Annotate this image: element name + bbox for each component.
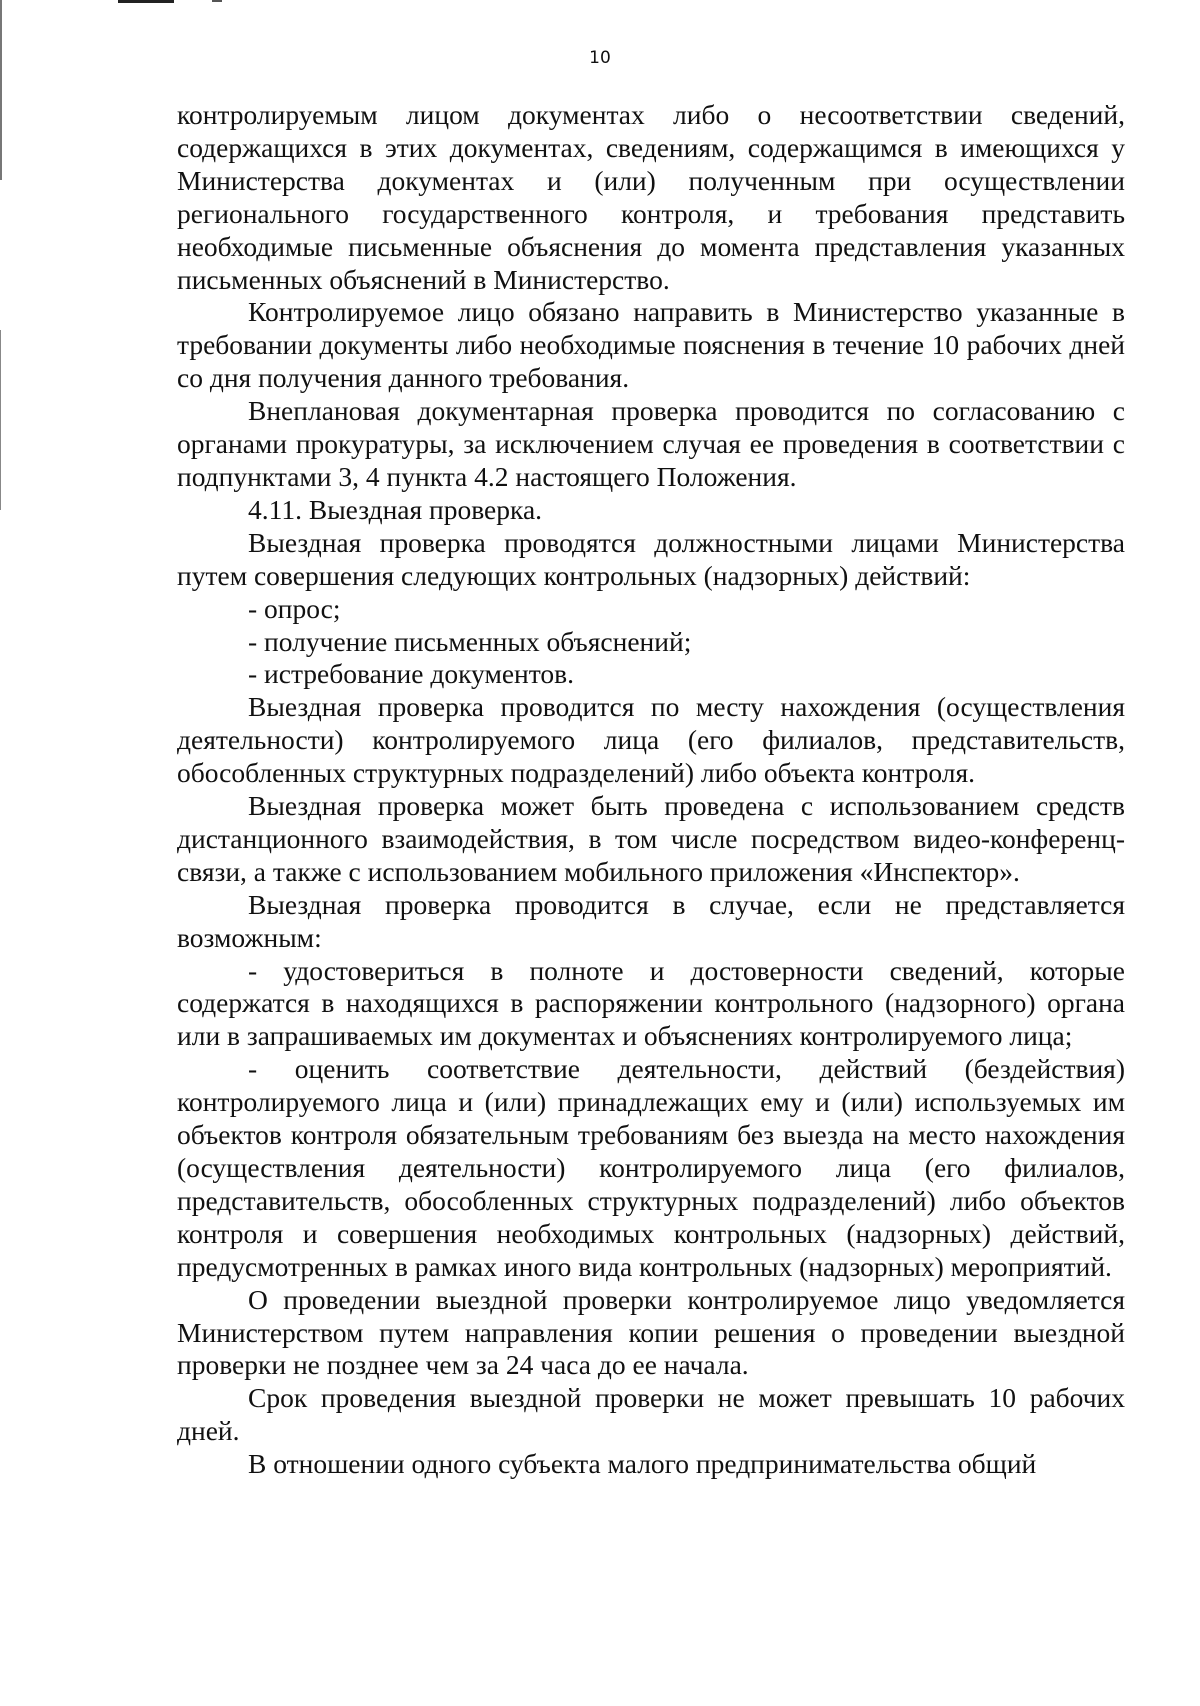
paragraph: Выездная проверка проводятся должностными лицами Министерства путем совершения следующих контрольных (надзорных) действий:	[177, 526, 1125, 591]
scan-edge-line	[0, 0, 2, 180]
list-item: - удостовериться в полноте и достоверности сведений, которые содержатся в находящихся в распоряжении контрольного (надзорного) органа или в запрашиваемых им документах и объяснениях контролируемого лица;	[177, 954, 1125, 1052]
list-item: - оценить соответствие деятельности, действий (бездействия) контролируемого лица и (или) принадлежащих ему и (или) используемых им объектов контроля обязательным требованиям без выезда на место нахождения (осуществления деятельности) контролируемого лица (его филиалов, представительств, обособленных структурных подразделений) либо объектов контроля и совершения необходимых контрольных (надзорных) действий, предусмотренных в рамках иного вида контрольных (надзорных) мероприятий.	[177, 1053, 1125, 1282]
scan-edge-line	[0, 330, 1, 510]
paragraph: В отношении одного субъекта малого предпринимательства общий	[248, 1448, 1037, 1480]
list-item: - опрос;	[248, 592, 341, 624]
page-number: 10	[589, 48, 611, 68]
paragraph-continuation: контролируемым лицом документах либо о несоответствии сведений, содержащихся в этих документах, сведениям, содержащимся в имеющихся у Министерства документах и (или) полученным при осуществлении регионального государственного контроля, и требования представить необходимые письменные объяснения до момента представления указанных письменных объяснений в Министерство.	[177, 99, 1125, 295]
paragraph: Внеплановая документарная проверка проводится по согласованию с органами прокуратуры, за исключением случая ее проведения в соответствии с подпунктами 3, 4 пункта 4.2 настоящего Положения.	[177, 395, 1125, 492]
section-heading: 4.11. Выездная проверка.	[248, 493, 543, 525]
paragraph: Выездная проверка проводится по месту нахождения (осуществления деятельности) контролируемого лица (его филиалов, представительств, обособленных структурных подразделений) либо объекта контроля.	[177, 691, 1125, 789]
paragraph: Срок проведения выездной проверки не может превышать 10 рабочих дней.	[177, 1382, 1125, 1447]
scan-artifact-mark	[118, 0, 174, 3]
list-item: - получение письменных объяснений;	[248, 625, 692, 657]
paragraph: Выездная проверка может быть проведена с использованием средств дистанционного взаимодействия, в том числе посредством видео-конференц-связи, а также с использованием мобильного приложения «Инспектор».	[177, 790, 1125, 887]
document-body	[177, 99, 1125, 1481]
scan-artifact-mark	[212, 0, 222, 2]
paragraph: Контролируемое лицо обязано направить в Министерство указанные в требовании документы либо необходимые пояснения в течение 10 рабочих дней со дня получения данного требования.	[177, 296, 1125, 394]
list-item: - истребование документов.	[248, 658, 575, 690]
paragraph: Выездная проверка проводится в случае, если не представляется возможным:	[177, 888, 1125, 953]
paragraph: О проведении выездной проверки контролируемое лицо уведомляется Министерством путем направления копии решения о проведении выездной проверки не позднее чем за 24 часа до ее начала.	[177, 1283, 1125, 1381]
